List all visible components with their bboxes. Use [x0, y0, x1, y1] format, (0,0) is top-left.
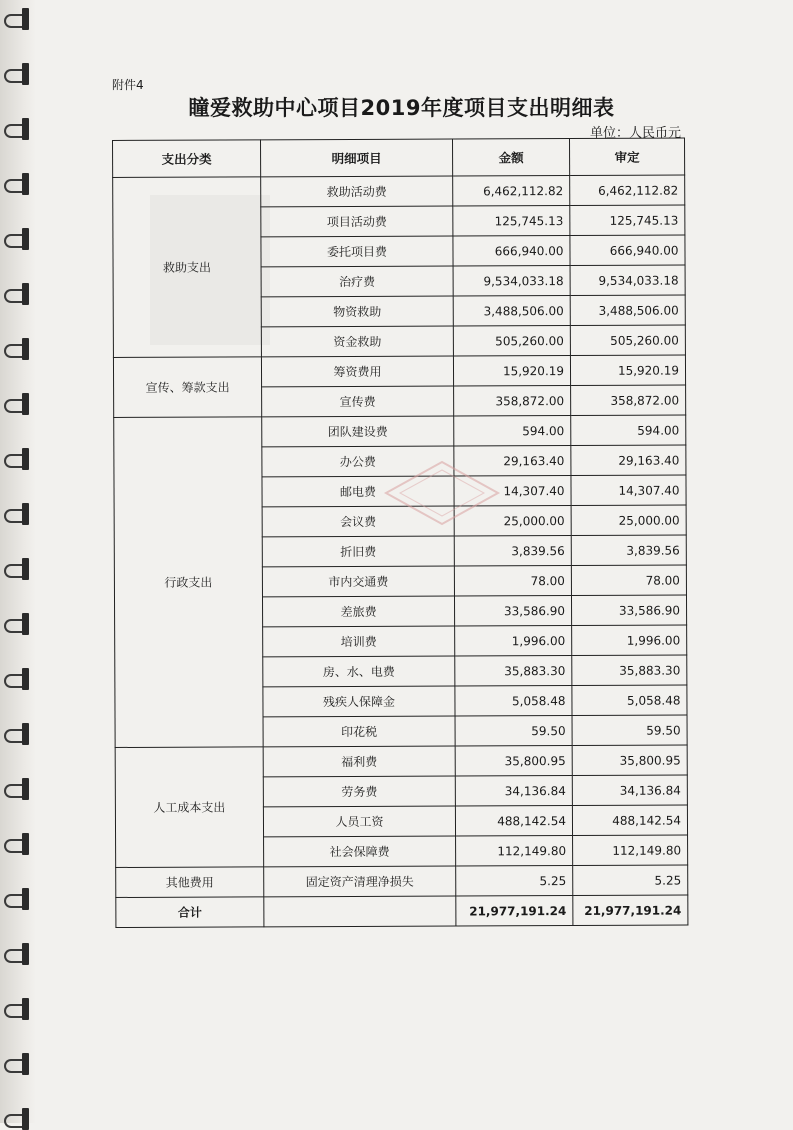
- amount-cell: 6,462,112.82: [453, 176, 570, 207]
- expense-table: [112, 137, 688, 927]
- category-cell: 行政支出: [114, 417, 263, 748]
- approved-cell: 6,462,112.82: [570, 175, 685, 206]
- binding-ring: [4, 503, 32, 523]
- binding-ring: [4, 283, 32, 303]
- amount-cell: 35,800.95: [455, 745, 572, 776]
- category-cell: 人工成本支出: [115, 747, 264, 868]
- amount-cell: 3,839.56: [454, 536, 571, 567]
- amount-cell: 33,586.90: [454, 595, 571, 626]
- amount-cell: 112,149.80: [456, 835, 573, 866]
- document-title: 瞳爱救助中心项目2019年度项目支出明细表: [188, 96, 615, 120]
- item-cell: 福利费: [263, 746, 455, 777]
- item-cell: 筹资费用: [261, 356, 453, 387]
- binding-ring: [4, 833, 32, 853]
- item-cell: 固定资产清理净损失: [264, 866, 456, 897]
- binding-ring: [4, 173, 32, 193]
- spiral-binding: [0, 0, 36, 1123]
- item-cell: 培训费: [263, 626, 455, 657]
- item-cell: 残疾人保障金: [263, 686, 455, 717]
- approved-cell: 35,800.95: [572, 745, 687, 776]
- expense-table-wrapper: [112, 137, 688, 927]
- item-cell: 房、水、电费: [263, 656, 455, 687]
- currency-unit: 单位：人民币元: [590, 126, 682, 141]
- approved-cell: 666,940.00: [570, 235, 685, 266]
- approved-cell: 29,163.40: [571, 445, 686, 476]
- item-cell: 项目活动费: [261, 206, 453, 237]
- item-cell: 劳务费: [263, 776, 455, 807]
- binding-ring: [4, 668, 32, 688]
- total-approved: 21,977,191.24: [573, 895, 688, 926]
- amount-cell: 594.00: [454, 416, 571, 447]
- total-row: [116, 895, 688, 927]
- binding-ring: [4, 613, 32, 633]
- approved-cell: 3,488,506.00: [570, 295, 685, 326]
- amount-cell: 358,872.00: [454, 386, 571, 417]
- approved-cell: 125,745.13: [570, 205, 685, 236]
- item-cell: 治疗费: [261, 266, 453, 297]
- item-cell: 委托项目费: [261, 236, 453, 267]
- header-row: [113, 138, 685, 177]
- table-row: [116, 865, 688, 897]
- category-cell: 其他费用: [116, 867, 264, 898]
- item-cell: 救助活动费: [261, 176, 453, 207]
- binding-ring: [4, 63, 32, 83]
- amount-cell: 35,883.30: [455, 655, 572, 686]
- item-cell: 人员工资: [263, 806, 455, 837]
- item-cell: 差旅费: [262, 596, 454, 627]
- binding-ring: [4, 8, 32, 28]
- approved-cell: 78.00: [571, 565, 686, 596]
- amount-cell: 59.50: [455, 715, 572, 746]
- total-blank: [264, 896, 456, 927]
- header-amount: 金额: [452, 139, 569, 177]
- approved-cell: 25,000.00: [571, 505, 686, 536]
- approved-cell: 5.25: [573, 865, 688, 896]
- amount-cell: 125,745.13: [453, 206, 570, 237]
- category-cell: 救助支出: [113, 177, 262, 358]
- approved-cell: 5,058.48: [572, 685, 687, 716]
- amount-cell: 666,940.00: [453, 236, 570, 267]
- amount-cell: 25,000.00: [454, 506, 571, 537]
- binding-ring: [4, 393, 32, 413]
- amount-cell: 29,163.40: [454, 446, 571, 477]
- item-cell: 邮电费: [262, 476, 454, 507]
- item-cell: 社会保障费: [264, 836, 456, 867]
- table-row: [115, 745, 687, 777]
- table-row: [113, 355, 685, 387]
- approved-cell: 14,307.40: [571, 475, 686, 506]
- binding-ring: [4, 448, 32, 468]
- binding-ring: [4, 778, 32, 798]
- approved-cell: 9,534,033.18: [570, 265, 685, 296]
- binding-ring: [4, 998, 32, 1018]
- amount-cell: 3,488,506.00: [453, 296, 570, 327]
- approved-cell: 594.00: [571, 415, 686, 446]
- item-cell: 物资救助: [261, 296, 453, 327]
- approved-cell: 15,920.19: [570, 355, 685, 386]
- binding-ring: [4, 338, 32, 358]
- amount-cell: 14,307.40: [454, 476, 571, 507]
- item-cell: 资金救助: [261, 326, 453, 357]
- binding-ring: [4, 558, 32, 578]
- total-amount: 21,977,191.24: [456, 895, 573, 926]
- item-cell: 市内交通费: [262, 566, 454, 597]
- binding-ring: [4, 228, 32, 248]
- approved-cell: 34,136.84: [572, 775, 687, 806]
- item-cell: 团队建设费: [262, 416, 454, 447]
- approved-cell: 35,883.30: [572, 655, 687, 686]
- category-cell: 宣传、筹款支出: [113, 357, 261, 418]
- approved-cell: 488,142.54: [572, 805, 687, 836]
- approved-cell: 505,260.00: [570, 325, 685, 356]
- approved-cell: 3,839.56: [571, 535, 686, 566]
- header-approved: 审定: [569, 138, 684, 176]
- binding-ring: [4, 1108, 32, 1128]
- item-cell: 会议费: [262, 506, 454, 537]
- binding-ring: [4, 723, 32, 743]
- amount-cell: 5.25: [456, 865, 573, 896]
- total-label: 合计: [116, 897, 264, 928]
- approved-cell: 59.50: [572, 715, 687, 746]
- table-body: [113, 175, 688, 897]
- table-row: [114, 415, 686, 447]
- amount-cell: 34,136.84: [455, 775, 572, 806]
- header-category: 支出分类: [113, 140, 261, 178]
- item-cell: 办公费: [262, 446, 454, 477]
- header-item: 明细项目: [261, 139, 453, 177]
- item-cell: 折旧费: [262, 536, 454, 567]
- table-row: [113, 175, 685, 207]
- item-cell: 印花税: [263, 716, 455, 747]
- amount-cell: 9,534,033.18: [453, 266, 570, 297]
- binding-ring: [4, 943, 32, 963]
- approved-cell: 1,996.00: [572, 625, 687, 656]
- amount-cell: 1,996.00: [455, 625, 572, 656]
- amount-cell: 78.00: [454, 565, 571, 596]
- item-cell: 宣传费: [262, 386, 454, 417]
- amount-cell: 505,260.00: [453, 326, 570, 357]
- approved-cell: 112,149.80: [573, 835, 688, 866]
- attachment-label: 附件4: [112, 78, 144, 92]
- amount-cell: 5,058.48: [455, 685, 572, 716]
- binding-ring: [4, 888, 32, 908]
- amount-cell: 488,142.54: [455, 805, 572, 836]
- approved-cell: 358,872.00: [571, 385, 686, 416]
- amount-cell: 15,920.19: [453, 356, 570, 387]
- binding-ring: [4, 1053, 32, 1073]
- approved-cell: 33,586.90: [571, 595, 686, 626]
